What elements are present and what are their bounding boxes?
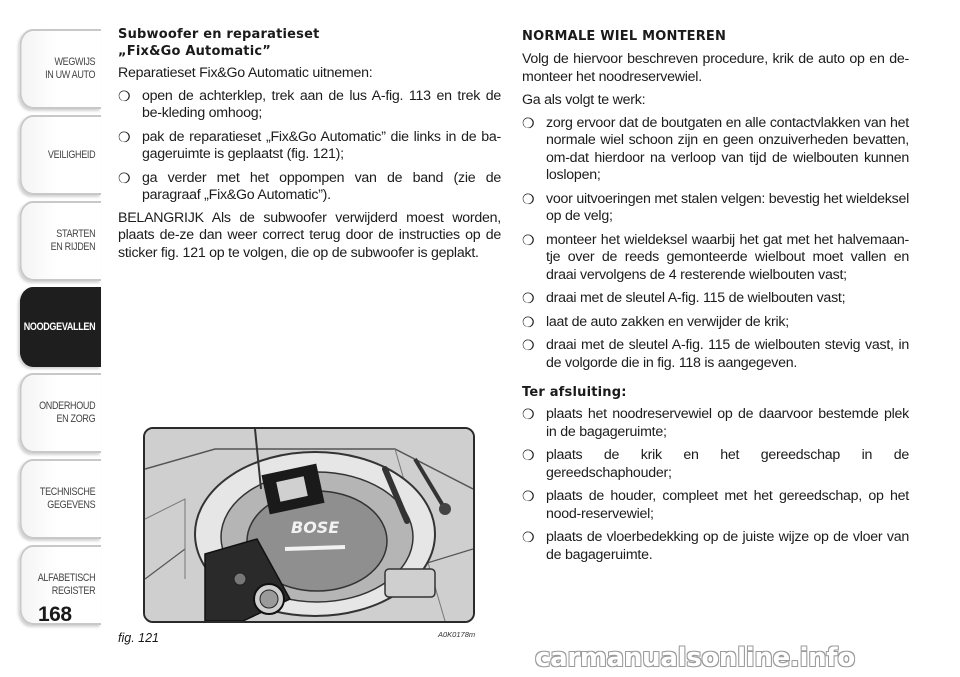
tab-onderhoud-en-zorg[interactable]: ONDERHOUD EN ZORG (20, 373, 101, 453)
list-item (522, 337, 909, 372)
list-item (118, 129, 501, 164)
intro-text: Reparatieset Fix&Go Automatic uitnemen: (118, 65, 373, 81)
list-item-text: laat de auto zakken en verwijder de krik; (546, 313, 789, 330)
tab-wegwijs[interactable]: WEGWIJS IN UW AUTO (20, 29, 101, 109)
list-item (522, 406, 909, 441)
bullet-circle-icon: ❍ (522, 313, 535, 330)
procedure-list (522, 115, 909, 373)
bullet-circle-icon: ❍ (522, 190, 535, 207)
list-item-text: plaats de houder, compleet met het gereedschap, op het nood-reservewiel; (546, 488, 909, 522)
watermark: carmanualsonline.info (535, 643, 855, 673)
figure-code: A0K0178m (438, 630, 476, 639)
list-item-text: zorg ervoor dat de boutgaten en alle contactvlakken van het normale wiel schoon zijn en geen onzuiverheden bevatten, om-dat hierdoor na verloop van tijd de wielbouten kunnen loslopen; (546, 114, 909, 183)
list-item-text: plaats de krik en het gereedschap in de gereedschaphouder; (546, 447, 909, 481)
list-item (118, 170, 501, 205)
bullet-circle-icon: ❍ (522, 290, 535, 306)
bullet-circle-icon: ❍ (522, 231, 535, 248)
list-item-text: open de achterklep, trek aan de lus A-fig. 113 en trek de be-kleding omhoog; (142, 87, 501, 121)
list-item-text: pak de reparatieset „Fix&Go Automatic” die links in de ba-gageruimte is geplaatst (fig. 121); (142, 128, 501, 162)
chapter-sidebar (0, 0, 104, 677)
bullet-circle-icon: ❍ (522, 406, 535, 422)
closing-list (522, 406, 909, 564)
bullet-circle-icon: ❍ (118, 169, 131, 186)
section-heading-line1: Subwoofer en reparatieset (118, 27, 320, 42)
logo-text: BOSE (291, 518, 340, 537)
list-item (522, 488, 909, 523)
bullet-circle-icon: ❍ (522, 488, 535, 504)
tab-veiligheid[interactable]: VEILIGHEID (20, 115, 101, 195)
bullet-list (118, 88, 501, 205)
bullet-circle-icon: ❍ (118, 128, 131, 145)
bullet-circle-icon: ❍ (522, 529, 535, 545)
list-item-text: monteer het wieldeksel waarbij het gat met het halvemaan-tje over de reeds gemonteerde wielbout moet vallen en draai vervolgens de 4 resterende wielbouten vast; (546, 231, 909, 283)
tab-technische-gegevens[interactable]: TECHNISCHE GEGEVENS (20, 459, 101, 539)
list-item (522, 191, 909, 226)
figure-121-illustration (143, 427, 475, 623)
page-number: 168 (38, 603, 72, 626)
bullet-circle-icon: ❍ (522, 337, 535, 353)
list-item (522, 314, 909, 332)
list-item (522, 447, 909, 482)
list-item-text: draai met de sleutel A-fig. 115 de wielbouten stevig vast, in de volgorde die in fig. 118 is aangegeven. (546, 337, 909, 371)
list-item (522, 232, 909, 285)
bullet-circle-icon: ❍ (522, 114, 535, 131)
list-item-text: draai met de sleutel A-fig. 115 de wielbouten vast; (546, 290, 846, 306)
list-item (522, 115, 909, 185)
bullet-circle-icon: ❍ (118, 87, 131, 104)
section-heading: NORMALE WIEL MONTEREN (522, 29, 727, 44)
trunk-illustration (145, 429, 473, 621)
list-item-text: voor uitvoeringen met stalen velgen: bevestig het wieldeksel op de velg; (546, 190, 909, 224)
list-item (118, 88, 501, 123)
list-item-text: ga verder met het oppompen van de band (zie de paragraaf „Fix&Go Automatic”). (142, 169, 501, 203)
tab-alfabetisch-register[interactable]: ALFABETISCH REGISTER (20, 545, 101, 625)
list-item-text: plaats de vloerbedekking op de juiste wijze op de vloer van de bagageruimte. (546, 529, 909, 563)
list-item (522, 529, 909, 564)
important-note: BELANGRIJK Als de subwoofer verwijderd moest worden, plaats de-ze dan weer correct terug door de instructies op de sticker fig. 121 op te volgen, die op de subwoofer is geplakt. (118, 209, 501, 261)
intro-text: Volg de hiervoor beschreven procedure, krik de auto op en de-monteer het noodreservewiel. (522, 51, 909, 85)
lead-text: Ga als volgt te werk: (522, 92, 646, 108)
tab-noodgevallen[interactable]: NOODGEVALLEN (20, 287, 101, 367)
tab-starten-en-rijden[interactable]: STARTEN EN RIJDEN (20, 201, 101, 281)
section-heading-line2: „Fix&Go Automatic” (118, 44, 272, 59)
list-item (522, 290, 909, 308)
right-column (522, 26, 909, 570)
figure-caption: fig. 121 (118, 631, 160, 645)
bullet-circle-icon: ❍ (522, 447, 535, 463)
list-item-text: plaats het noodreservewiel op de daarvoor bestemde plek in de bagageruimte; (546, 406, 909, 440)
sub-heading: Ter afsluiting: (522, 385, 627, 400)
left-column (118, 26, 501, 262)
